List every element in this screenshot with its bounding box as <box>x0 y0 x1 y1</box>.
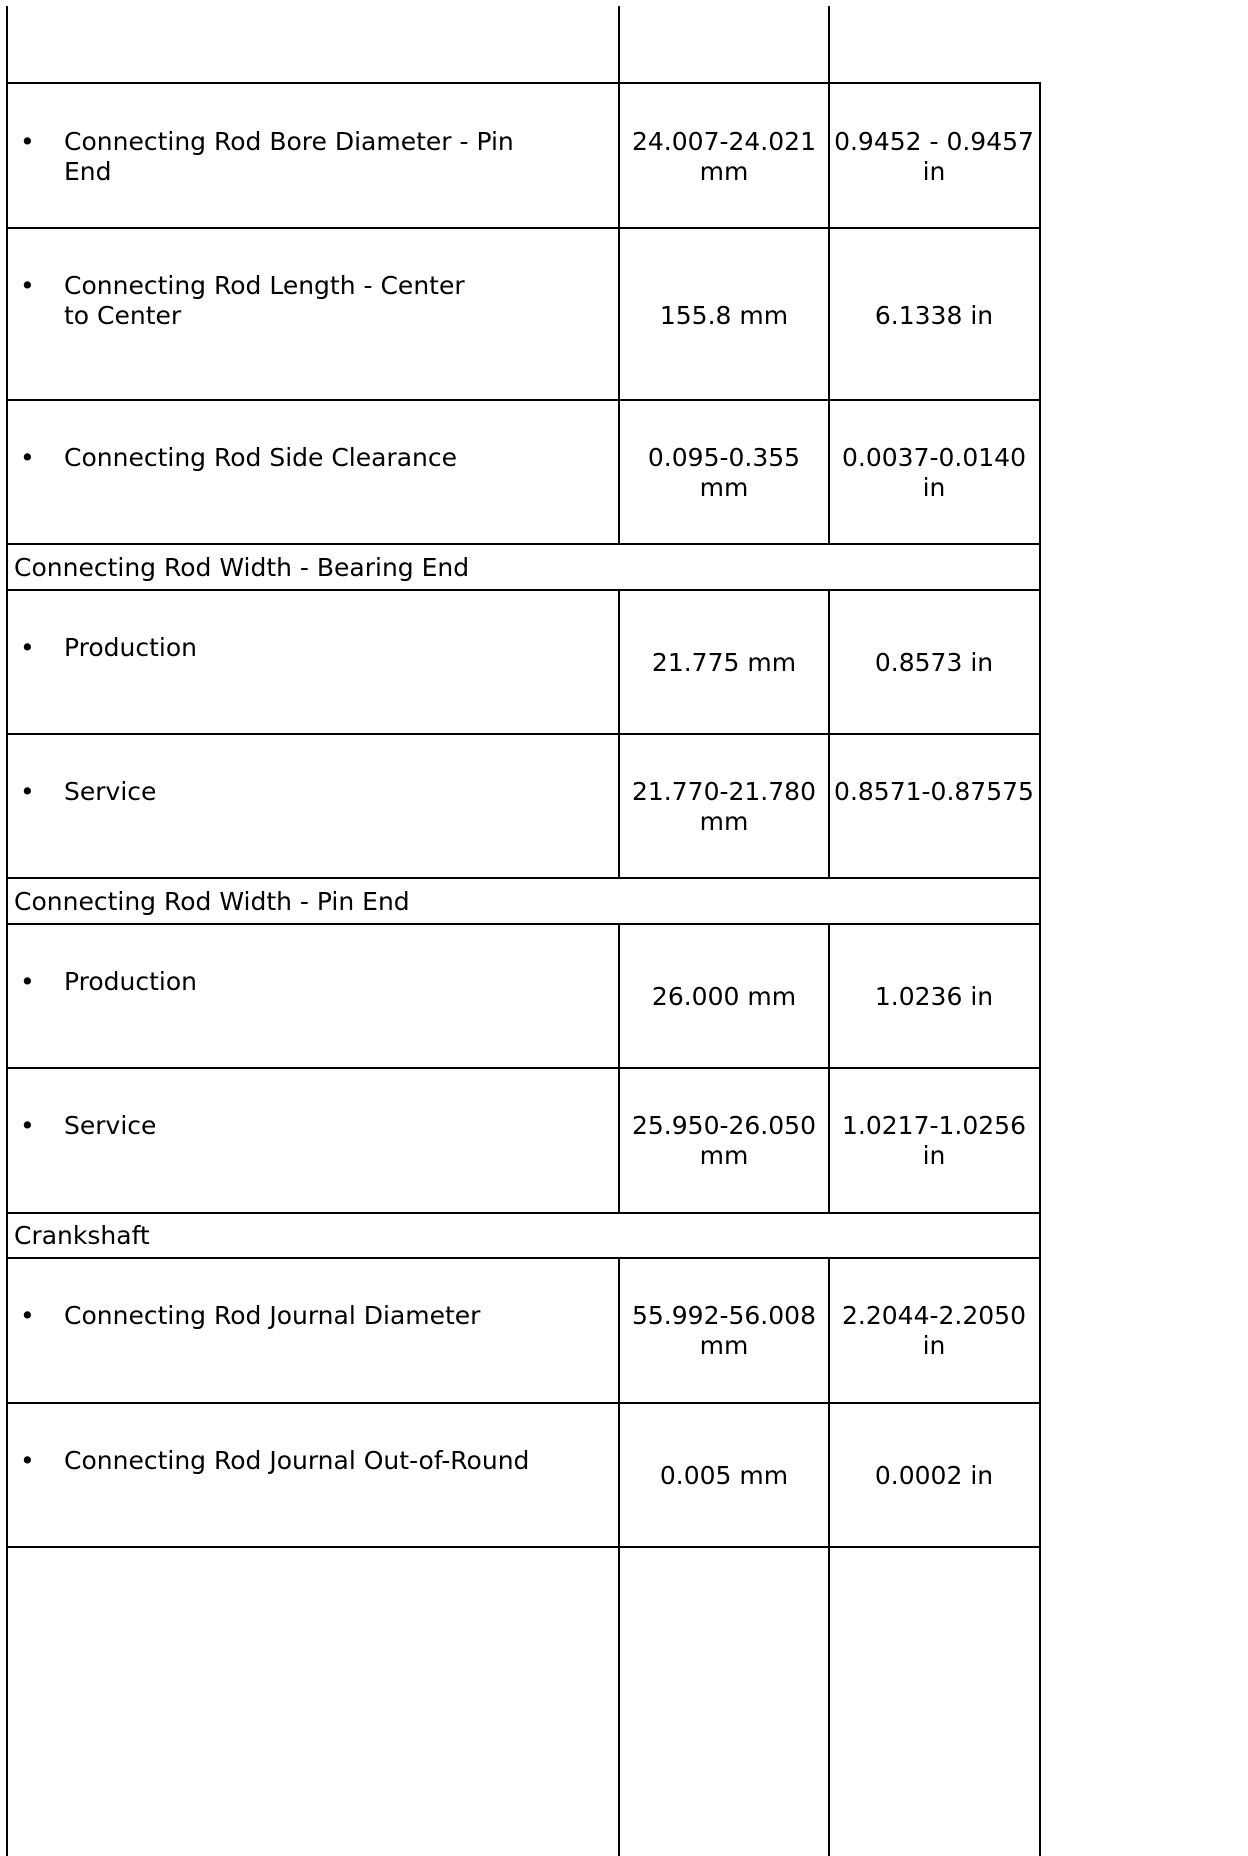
spec-metric-value: 0.005 mm <box>659 1461 789 1490</box>
spec-imperial-value: 6.1338 in <box>874 301 994 330</box>
bullet: • <box>20 777 35 806</box>
row-divider <box>6 1402 1041 1404</box>
spec-metric-value: 24.007-24.021 mm <box>632 127 816 186</box>
spec-imperial-value: 1.0236 in <box>874 982 994 1011</box>
spec-label: Service <box>64 777 157 806</box>
section-heading: Connecting Rod Width - Bearing End <box>14 553 470 582</box>
spec-label: Production <box>64 967 198 996</box>
row-divider <box>6 877 1041 879</box>
table-row <box>0 1111 1045 1171</box>
row-divider <box>6 923 1041 925</box>
spec-label: Service <box>64 1111 157 1140</box>
table-row <box>0 271 1045 331</box>
spec-imperial-value: 0.0037-0.0140 in <box>842 443 1026 502</box>
spec-metric-value: 155.8 mm <box>659 301 789 330</box>
spec-imperial-value: 0.9452 - 0.9457 in <box>834 127 1034 186</box>
bullet: • <box>20 271 35 300</box>
row-divider <box>6 1212 1041 1214</box>
row-divider <box>6 543 1041 545</box>
bullet: • <box>20 443 35 472</box>
table-row <box>0 633 1045 693</box>
row-divider <box>6 399 1041 401</box>
row-divider <box>6 733 1041 735</box>
row-divider <box>6 589 1041 591</box>
table-row <box>0 443 1045 503</box>
spec-imperial-value: 0.8571-0.87575 <box>834 777 1034 806</box>
spec-label: Connecting Rod Journal Out-of-Round <box>64 1446 530 1475</box>
spec-label: Connecting Rod Side Clearance <box>64 443 458 472</box>
spec-label: Connecting Rod Length - Center to Center <box>64 271 465 330</box>
spec-metric-value: 21.775 mm <box>651 648 797 677</box>
table-row <box>0 1301 1045 1361</box>
bullet: • <box>20 1111 35 1140</box>
spec-imperial-value: 0.8573 in <box>874 648 994 677</box>
table-row <box>0 1446 1045 1506</box>
bullet: • <box>20 633 35 662</box>
row-divider <box>6 227 1041 229</box>
spec-label: Production <box>64 633 198 662</box>
spec-metric-value: 21.770-21.780 mm <box>632 777 816 836</box>
spec-metric-value: 25.950-26.050 mm <box>632 1111 816 1170</box>
row-divider <box>6 1067 1041 1069</box>
section-heading: Connecting Rod Width - Pin End <box>14 887 410 916</box>
spec-metric-value: 55.992-56.008 mm <box>632 1301 816 1360</box>
table-row <box>0 777 1045 837</box>
spec-imperial-value: 0.0002 in <box>874 1461 994 1490</box>
bullet: • <box>20 1446 35 1475</box>
row-divider <box>6 1257 1041 1259</box>
table-row <box>0 127 1045 187</box>
bullet: • <box>20 127 35 156</box>
spec-label: Connecting Rod Journal Diameter <box>64 1301 481 1330</box>
spec-imperial-value: 2.2044-2.2050 in <box>842 1301 1026 1360</box>
spec-metric-value: 26.000 mm <box>651 982 797 1011</box>
spec-metric-value: 0.095-0.355 mm <box>647 443 801 502</box>
table-row <box>0 967 1045 1027</box>
spec-imperial-value: 1.0217-1.0256 in <box>842 1111 1026 1170</box>
row-divider <box>6 1546 1041 1548</box>
bullet: • <box>20 1301 35 1330</box>
section-heading: Crankshaft <box>14 1221 150 1250</box>
bullet: • <box>20 967 35 996</box>
row-divider <box>6 82 1041 84</box>
spec-label: Connecting Rod Bore Diameter - Pin End <box>64 127 514 186</box>
